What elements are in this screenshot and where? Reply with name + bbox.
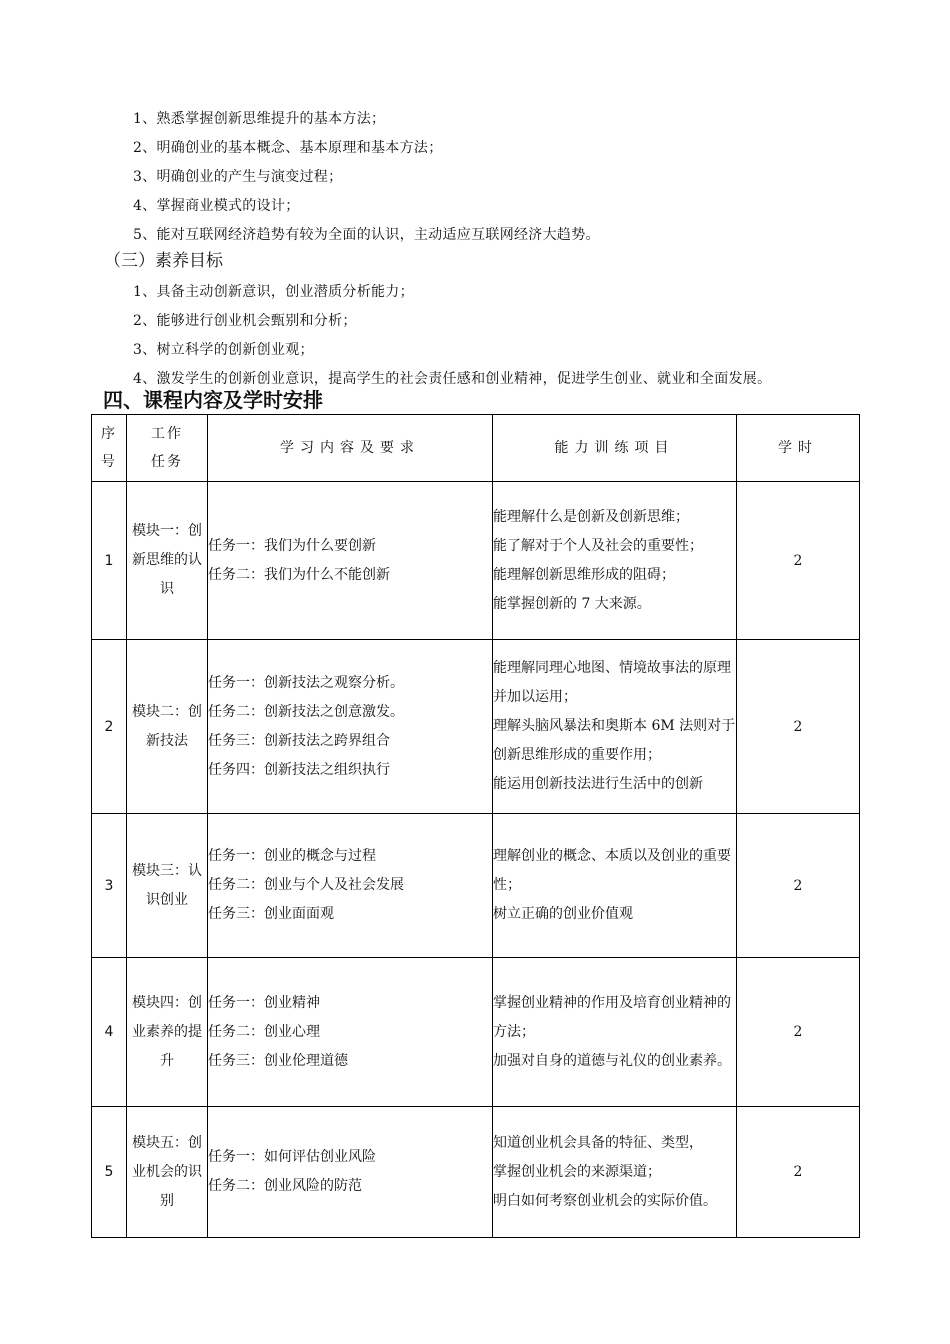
table-row <box>92 1107 860 1238</box>
row-hours: 2 <box>737 958 860 1107</box>
quality-item: 1、具备主动创新意识，创业潜质分析能力； <box>133 284 414 300</box>
knowledge-item: 3、明确创业的产生与演变过程； <box>133 169 343 185</box>
row-index: 4 <box>92 958 127 1107</box>
row-abilities: 掌握创业精神的作用及培育创业精神的方法； 加强对自身的道德与礼仪的创业素养。 <box>493 958 737 1107</box>
header-index: 序 号 <box>92 415 127 482</box>
quality-item: 4、激发学生的创新创业意识，提高学生的社会责任感和创业精神，促进学生创业、就业和全面发展。 <box>133 371 772 387</box>
row-hours: 2 <box>737 1107 860 1238</box>
header-task: 工作 任务 <box>127 415 208 482</box>
section-heading: 四、课程内容及学时安排 <box>103 388 323 412</box>
row-tasks: 任务一：如何评估创业风险 任务二：创业风险的防范 <box>208 1107 493 1238</box>
row-hours: 2 <box>737 640 860 814</box>
row-tasks: 任务一：我们为什么要创新 任务二：我们为什么不能创新 <box>208 482 493 640</box>
knowledge-item: 4、掌握商业模式的设计； <box>133 198 300 214</box>
quality-item: 2、能够进行创业机会甄别和分析； <box>133 313 357 329</box>
row-hours: 2 <box>737 814 860 958</box>
table-row <box>92 482 860 640</box>
table-row <box>92 958 860 1107</box>
knowledge-item: 5、能对互联网经济趋势有较为全面的认识，主动适应互联网经济大趋势。 <box>133 227 600 243</box>
row-tasks: 任务一：创业的概念与过程 任务二：创业与个人及社会发展 任务三：创业面面观 <box>208 814 493 958</box>
course-schedule-table <box>91 414 860 1238</box>
quality-goals-heading: （三）素养目标 <box>104 251 223 271</box>
knowledge-item: 2、明确创业的基本概念、基本原理和基本方法； <box>133 140 443 156</box>
row-index: 1 <box>92 482 127 640</box>
header-content: 学习内容及要求 <box>208 415 493 482</box>
row-hours: 2 <box>737 482 860 640</box>
row-index: 3 <box>92 814 127 958</box>
row-module: 模块五：创业机会的识别 <box>127 1107 208 1238</box>
row-abilities: 理解创业的概念、本质以及创业的重要性； 树立正确的创业价值观 <box>493 814 737 958</box>
row-module: 模块三：认识创业 <box>127 814 208 958</box>
header-hours: 学时 <box>737 415 860 482</box>
header-ability: 能力训练项目 <box>493 415 737 482</box>
row-index: 2 <box>92 640 127 814</box>
row-abilities: 能理解同理心地图、情境故事法的原理并加以运用； 理解头脑风暴法和奥斯本 6M 法则对于创新思维形成的重要作用； 能运用创新技法进行生活中的创新 <box>493 640 737 814</box>
quality-item: 3、树立科学的创新创业观； <box>133 342 314 358</box>
table-header-row <box>92 415 860 482</box>
row-abilities: 知道创业机会具备的特征、类型， 掌握创业机会的来源渠道； 明白如何考察创业机会的实际价值。 <box>493 1107 737 1238</box>
row-tasks: 任务一：创新技法之观察分析。 任务二：创新技法之创意激发。 任务三：创新技法之跨界组合 任务四：创新技法之组织执行 <box>208 640 493 814</box>
row-index: 5 <box>92 1107 127 1238</box>
table-row <box>92 640 860 814</box>
row-module: 模块二：创新技法 <box>127 640 208 814</box>
row-module: 模块四：创业素养的提升 <box>127 958 208 1107</box>
row-abilities: 能理解什么是创新及创新思维； 能了解对于个人及社会的重要性； 能理解创新思维形成的阻碍； 能掌握创新的 7 大来源。 <box>493 482 737 640</box>
knowledge-item: 1、熟悉掌握创新思维提升的基本方法； <box>133 111 386 127</box>
row-module: 模块一：创新思维的认识 <box>127 482 208 640</box>
table-row <box>92 814 860 958</box>
row-tasks: 任务一：创业精神 任务二：创业心理 任务三：创业伦理道德 <box>208 958 493 1107</box>
